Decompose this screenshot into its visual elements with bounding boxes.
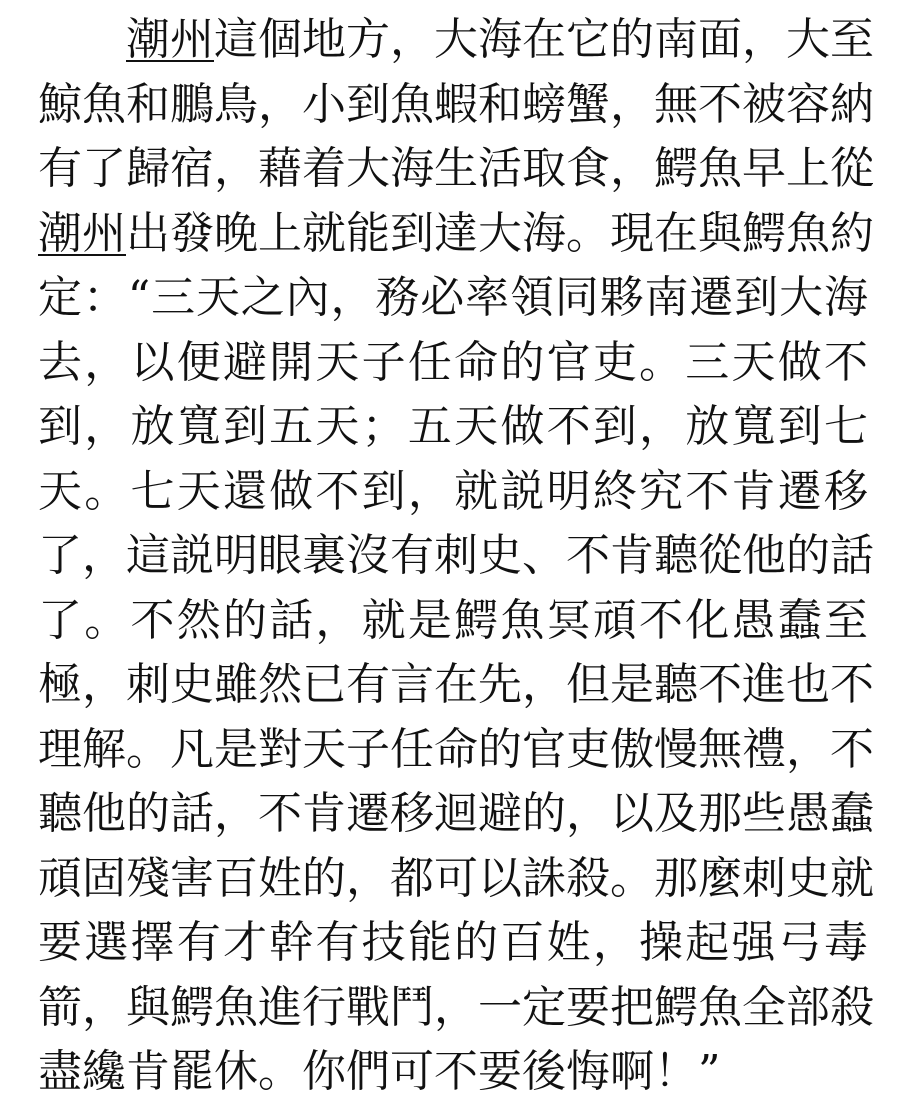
text-line-1: [38, 8, 874, 73]
text-line-16: 箭，與鰐魚進行戰鬥，一定要把鰐魚全部殺: [38, 981, 874, 1033]
text-line-12: 理解。凡是對天子任命的官吏傲慢無禮，不: [38, 723, 874, 775]
text-line-11: 極，刺史雖然已有言在先，但是聽不進也不: [38, 659, 874, 710]
text-line-10: 了。不然的話，就是鰐魚冥頑不化愚蠢至: [38, 594, 868, 646]
text-line-3: 有了歸宿，藉着大海生活取食，鰐魚早上從: [38, 143, 874, 194]
text-line-1-rest: 這個地方，大海在它的南面，大至: [214, 14, 874, 65]
text-line-15: 要選擇有才幹有技能的百姓，操起强弓毒: [38, 917, 868, 968]
place-name-chaozhou-2: 潮州: [38, 207, 126, 259]
text-line-5: 定：“三天之內，務必率領同夥南遷到大海: [38, 272, 868, 323]
text-line-8: 天。七天還做不到，就説明終究不肯遷移: [38, 465, 868, 517]
text-line-9: 了，這説明眼裏沒有刺史、不肯聽從他的話: [38, 530, 874, 581]
text-line-14: 頑固殘害百姓的，都可以誅殺。那麼刺史就: [38, 852, 874, 904]
text-line-4: [38, 202, 874, 267]
place-name-chaozhou: 潮州: [126, 14, 214, 65]
text-line-2: 鯨魚和鵬鳥，小到魚蝦和螃蟹，無不被容納: [38, 78, 874, 130]
text-line-4-rest: 出發晚上就能到達大海。現在與鰐魚約: [126, 207, 874, 259]
text-line-13: 聽他的話，不肯遷移迴避的，以及那些愚蠢: [38, 788, 874, 839]
text-line-7: 到，放寬到五天；五天做不到，放寬到七: [38, 401, 868, 452]
text-line-17: 盡纔肯罷休。你們可不要後悔啊！”: [38, 1046, 721, 1097]
text-line-6: 去，以便避開天子任命的官吏。三天做不: [38, 336, 868, 388]
body-paragraph: [38, 8, 874, 1105]
